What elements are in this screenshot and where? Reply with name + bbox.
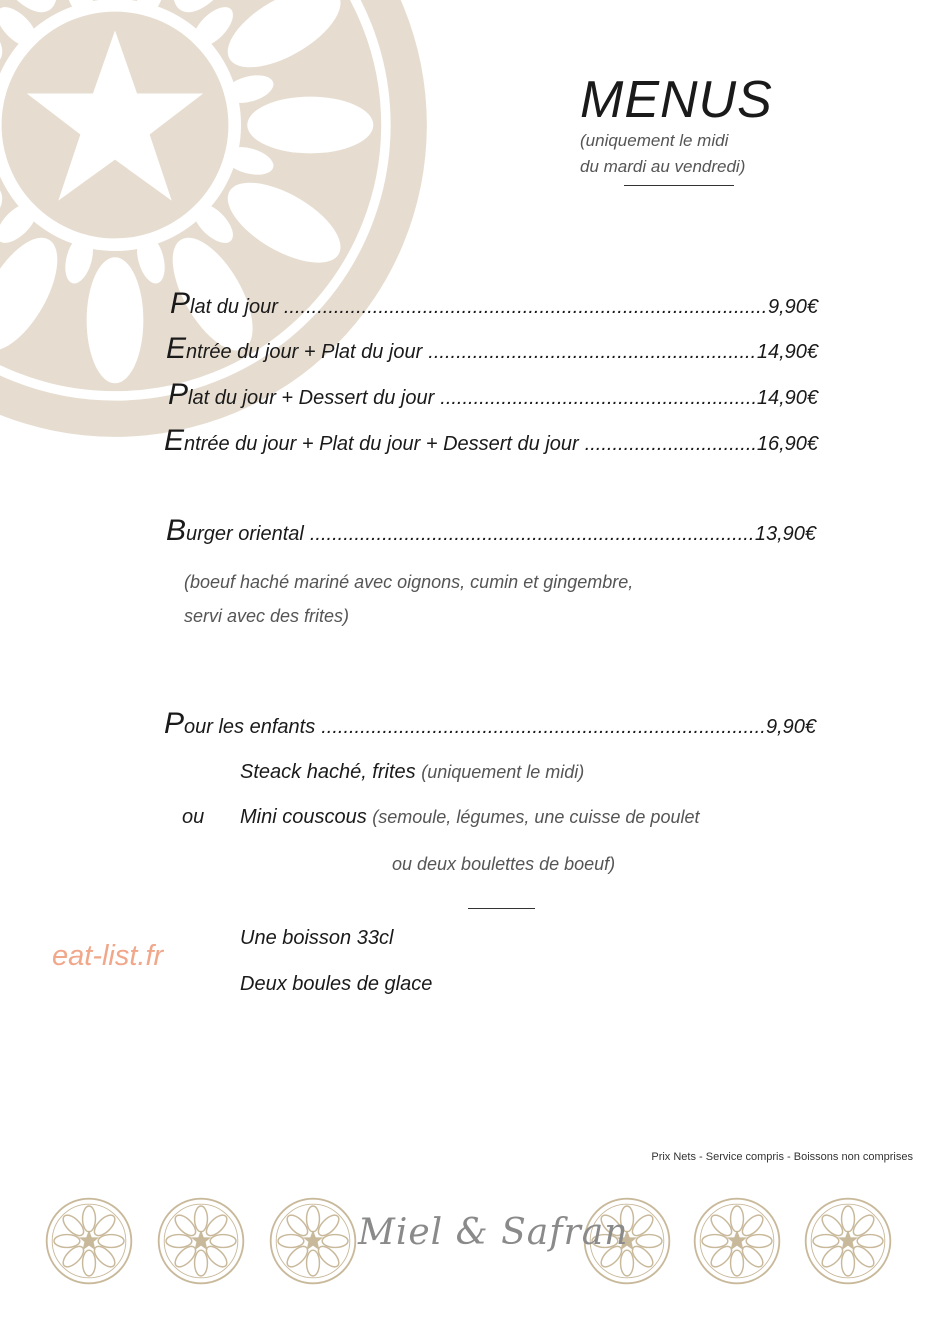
kids-option-note-continued [392,853,615,876]
burger-description [184,565,633,633]
subtitle-line: du mardi au vendredi) [580,157,746,176]
dot-leader [284,296,766,319]
rosette-icon [43,1195,135,1287]
menu-row [164,424,818,458]
menu-row-burger [166,514,816,548]
menu-row-label [166,332,422,366]
drop-cap: E [166,332,187,365]
rosette-icon [155,1195,247,1287]
drop-cap: E [164,424,185,457]
kids-option-name: Steack haché, frites [240,761,416,783]
menu-row-text: lat du jour [190,296,278,318]
menu-row-label [168,378,434,412]
dot-leader [585,433,755,456]
page-title: MENUS [580,71,773,129]
menu-row-text: ntrée du jour + Plat du jour + Dessert du jour [184,433,579,455]
menu-row-price: 14,90€ [756,387,818,409]
menu-row-text: urger oriental [186,523,304,545]
menu-row-label [164,707,315,741]
kids-dessert: Deux boules de glace [240,973,433,995]
menu-row-price: 14,90€ [756,341,818,363]
brand-logo: Miel & Safran [358,1212,629,1253]
menu-row-label [164,424,579,458]
subtitle-line: (uniquement le midi [580,131,729,150]
menu-row-price: 16,90€ [756,433,818,455]
menu-row-kids [164,707,816,741]
kids-option-note: ou deux boulettes de boeuf) [392,854,616,874]
menu-row [166,332,818,366]
kids-option-note: (uniquement le midi) [421,762,585,782]
menu-row-price: 13,90€ [754,523,816,545]
description-line: (boeuf haché mariné avec oignons, cumin et gingembre, [184,572,634,592]
description-line: servi avec des frites) [184,606,350,626]
menu-row [168,378,818,412]
menu-row-text: our les enfants [184,716,316,738]
title-underline [624,185,734,186]
drop-cap: B [166,514,187,547]
rosette-icon [691,1195,783,1287]
watermark: eat-list.fr [52,940,164,972]
menu-row [170,287,818,321]
drop-cap: P [168,378,189,411]
menu-row-label [166,514,304,548]
rosette-icon [802,1195,894,1287]
decorative-rosette [0,0,430,440]
kids-option-note: (semoule, légumes, une cuisse de poulet [372,807,700,827]
menu-row-price: 9,90€ [765,716,816,738]
menu-row-text: ntrée du jour + Plat du jour [186,341,423,363]
drop-cap: P [164,707,185,740]
separator [468,908,535,909]
drop-cap: P [170,287,191,320]
rosette-icon [267,1195,359,1287]
page-subtitle [580,128,745,180]
menu-row-text: lat du jour + Dessert du jour [188,387,435,409]
kids-option-name: Mini couscous [240,806,367,828]
dot-leader [428,341,755,364]
kids-option [240,806,699,829]
dot-leader [321,716,764,739]
pricing-note: Prix Nets - Service compris - Boissons non comprises [651,1151,913,1163]
kids-option [240,761,584,784]
dot-leader [440,387,755,410]
kids-drink: Une boisson 33cl [240,927,394,949]
dot-leader [310,523,753,546]
menu-row-price: 9,90€ [767,296,818,318]
or-label: ou [182,806,205,828]
menu-row-label [170,287,278,321]
